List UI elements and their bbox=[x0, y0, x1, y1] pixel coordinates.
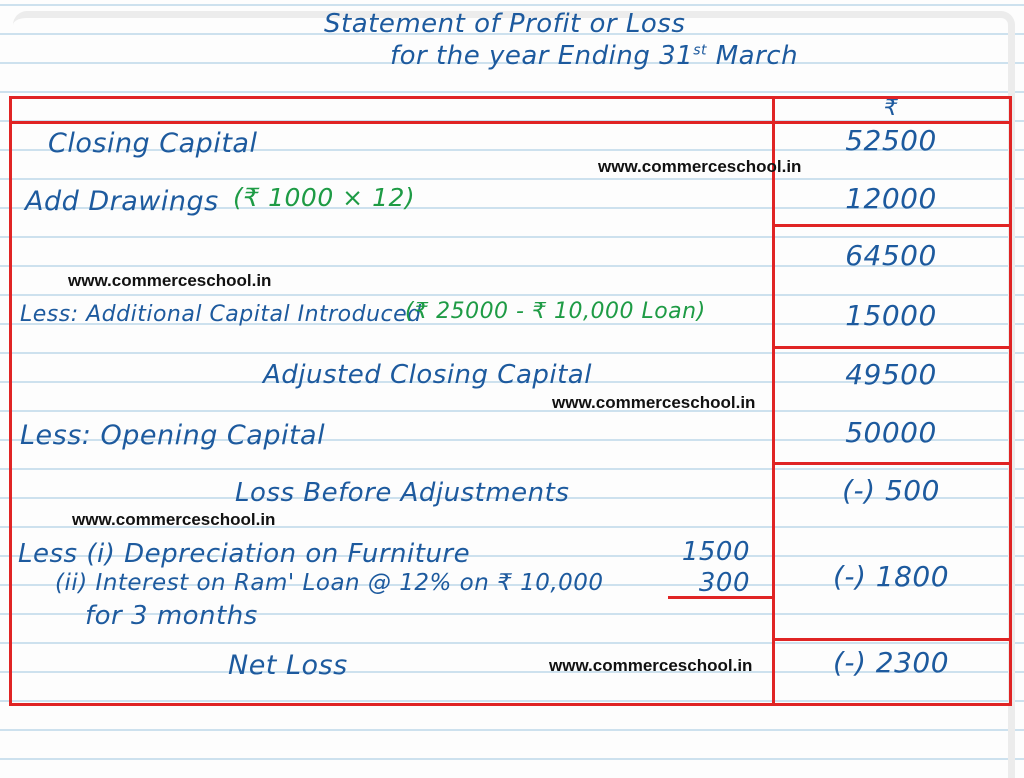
page-title: Statement of Profit or Loss bbox=[324, 9, 686, 39]
row-note-drawings-calc: (₹ 1000 × 12) bbox=[233, 183, 416, 212]
amount-opening-capital: 50000 bbox=[845, 416, 937, 449]
row-label-additional-capital: Less: Additional Capital Introduced bbox=[20, 302, 422, 327]
subtitle-part-b: March bbox=[706, 41, 799, 71]
watermark-4: www.commerceschool.in bbox=[72, 510, 276, 529]
amount-closing-capital: 52500 bbox=[845, 124, 937, 157]
amount-adjusted-closing: 49500 bbox=[845, 358, 937, 391]
amount-total-adjustments: (-) 1800 bbox=[832, 560, 950, 593]
row-label-interest-on-loan: (ii) Interest on Ram' Loan @ 12% on ₹ 10,000 bbox=[55, 570, 604, 596]
inner-amount-depreciation: 1500 bbox=[681, 537, 750, 567]
row-label-add-drawings: Add Drawings bbox=[25, 186, 219, 217]
row-label-depreciation: Less (i) Depreciation on Furniture bbox=[18, 539, 471, 569]
row-label-net-loss: Net Loss bbox=[228, 650, 348, 681]
row-label-closing-capital: Closing Capital bbox=[48, 128, 258, 159]
row-label-opening-capital: Less: Opening Capital bbox=[20, 420, 326, 451]
table-subtotal-line-4 bbox=[772, 638, 1009, 641]
amount-net-loss: (-) 2300 bbox=[832, 646, 950, 679]
amount-column-header: ₹ bbox=[883, 96, 899, 121]
amount-subtotal-64500: 64500 bbox=[845, 239, 937, 272]
watermark-5: www.commerceschool.in bbox=[549, 656, 753, 675]
row-note-additional-capital-calc: (₹ 25000 - ₹ 10,000 Loan) bbox=[405, 299, 706, 324]
row-label-loss-before-adjustments: Loss Before Adjustments bbox=[235, 478, 570, 508]
table-subtotal-line-1 bbox=[772, 224, 1009, 227]
row-label-for-3-months: for 3 months bbox=[85, 601, 258, 631]
watermark-3: www.commerceschool.in bbox=[552, 393, 756, 412]
amount-loss-before-adjustments: (-) 500 bbox=[842, 474, 940, 507]
subtitle-part-a: for the year Ending 31 bbox=[390, 41, 694, 71]
row-label-adjusted-closing-capital: Adjusted Closing Capital bbox=[263, 360, 592, 390]
amount-additional-capital: 15000 bbox=[845, 299, 937, 332]
inner-amount-interest: 300 bbox=[698, 568, 750, 598]
watermark-2: www.commerceschool.in bbox=[68, 271, 272, 290]
amount-drawings: 12000 bbox=[845, 182, 937, 215]
subtitle-superscript: st bbox=[693, 42, 707, 59]
page-subtitle bbox=[390, 42, 798, 71]
table-subtotal-line-2 bbox=[772, 346, 1009, 349]
table-subtotal-line-3 bbox=[772, 462, 1009, 465]
watermark-1: www.commerceschool.in bbox=[598, 157, 802, 176]
